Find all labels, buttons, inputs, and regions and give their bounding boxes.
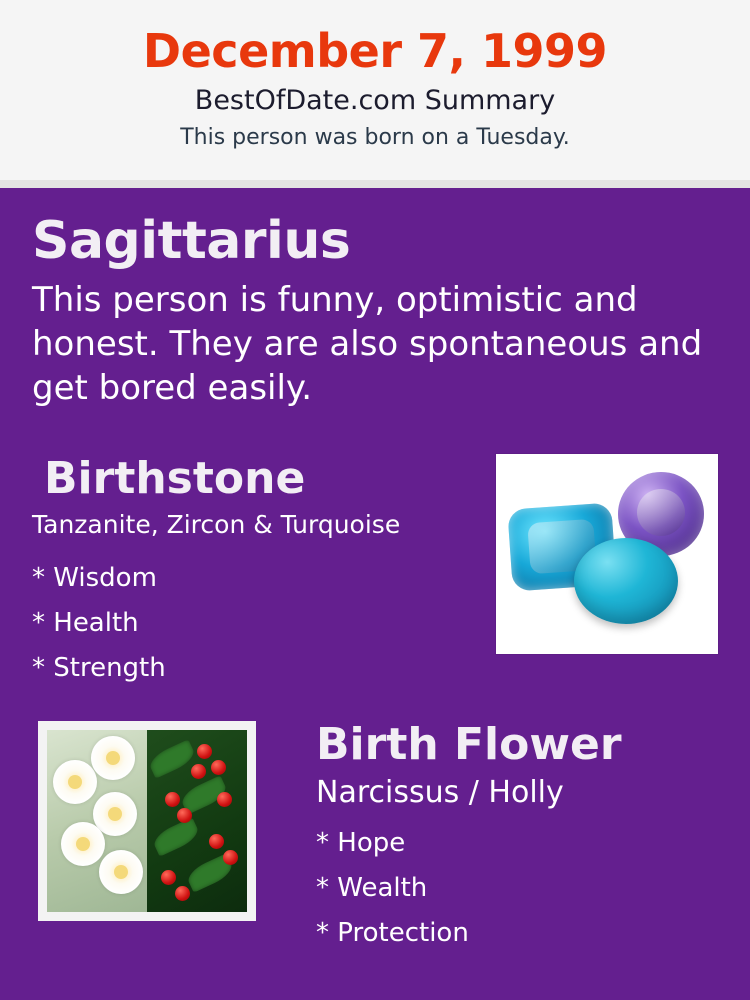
birthflower-section [32,717,718,956]
birthstone-image-canvas [506,464,708,644]
holly-leaf-icon [151,817,202,856]
birthflower-traits [282,821,718,956]
birthstone-names: Tanzanite, Zircon & Turquoise [32,510,401,539]
summary-body [0,188,750,956]
birthstone-title: Birthstone [44,453,306,504]
birthstone-traits [32,556,482,691]
flower-bloom-icon [53,760,97,804]
narcissus-photo [47,730,147,912]
birthstone-section [32,452,718,691]
birthflower-image-canvas [47,730,247,912]
holly-leaf-icon [147,739,197,778]
flower-bloom-icon [91,736,135,780]
gem-oval-icon [574,538,678,624]
list-item: * Wisdom [32,563,157,593]
page-title: December 7, 1999 [142,24,608,78]
birthflower-image [38,721,256,921]
holly-berry-icon [223,850,238,865]
holly-berry-icon [191,764,206,779]
list-item: * Protection [316,918,469,948]
holly-berry-icon [177,808,192,823]
holly-berry-icon [197,744,212,759]
holly-berry-icon [165,792,180,807]
holly-berry-icon [217,792,232,807]
zodiac-description: This person is funny, optimistic and honest. They are also spontaneous and get bored easily. [32,280,703,408]
birthflower-text [282,717,718,956]
zodiac-sign-title: Sagittarius [32,211,351,271]
list-item: * Health [32,608,139,638]
list-item: * Strength [32,653,166,683]
holly-berry-icon [211,760,226,775]
flower-bloom-icon [99,850,143,894]
birth-day-note: This person was born on a Tuesday. [180,125,570,150]
holly-berry-icon [161,870,176,885]
site-subtitle: BestOfDate.com Summary [194,85,556,116]
header-divider [0,180,750,188]
birthflower-title: Birth Flower [316,719,622,770]
holly-berry-icon [175,886,190,901]
birthstone-image [496,454,718,654]
holly-berry-icon [209,834,224,849]
list-item: * Hope [316,828,406,858]
flower-bloom-icon [61,822,105,866]
list-item: * Wealth [316,873,428,903]
birthflower-names: Narcissus / Holly [316,775,564,810]
holly-photo [147,730,247,912]
birthstone-text [32,452,482,691]
page-header [0,0,750,180]
